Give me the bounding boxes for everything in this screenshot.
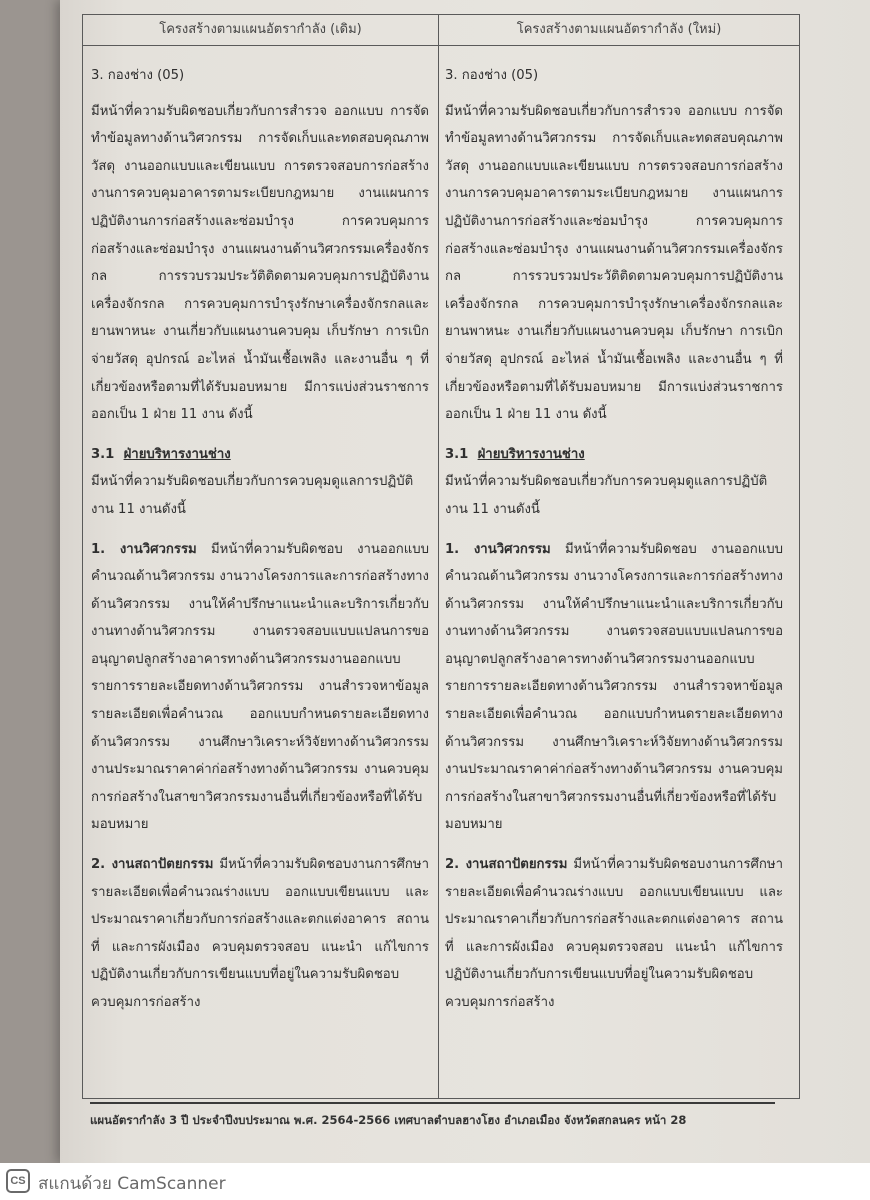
header-old-structure: โครงสร้างตามแผนอัตรากำลัง (เดิม)	[159, 22, 362, 37]
subsection-description: มีหน้าที่ความรับผิดชอบเกี่ยวกับการควบคุมดูแลการปฏิบัติงาน 11 งานดังนี้	[91, 474, 414, 517]
item-title: 1. งานวิศวกรรม	[91, 541, 197, 557]
item-architecture	[91, 851, 429, 1017]
subsection-title	[445, 441, 783, 469]
new-structure-column	[445, 62, 783, 1017]
item-engineering	[91, 536, 429, 840]
section-title: 3. กองช่าง (05)	[445, 68, 539, 83]
subsection-description: มีหน้าที่ความรับผิดชอบเกี่ยวกับการควบคุมดูแลการปฏิบัติงาน 11 งานดังนี้	[445, 474, 768, 517]
item-architecture	[445, 851, 783, 1017]
camscanner-logo-icon: CS	[6, 1169, 30, 1193]
subsection-name: ฝ่ายบริหารงานช่าง	[477, 446, 585, 462]
section-intro: มีหน้าที่ความรับผิดชอบเกี่ยวกับการสำรวจ ออกแบบ การจัดทำข้อมูลทางด้านวิศวกรรม การจัดเก็บและทดสอบคุณภาพวัสดุ งานออกแบบและเขียนแบบ การตรวจสอบการก่อสร้าง งานการควบคุมอาคารตามระเบียบกฎหมาย งานแผนการปฏิบัติงานการก่อสร้างและซ่อมบำรุง การควบคุมการก่อสร้างและซ่อมบำรุง งานแผนงานด้านวิศวกรรมเครื่องจักรกล การรวบรวมประวัติติดตามควบคุมการปฏิบัติงานเครื่องจักรกล การควบคุมการบำรุงรักษาเครื่องจักรกลและยานพาหนะ งานเกี่ยวกับแผนงานควบคุม เก็บรักษา การเบิกจ่ายวัสดุ อุปกรณ์ อะไหล่ น้ำมันเชื้อเพลิง และงานอื่น ๆ ที่เกี่ยวข้องหรือตามที่ได้รับมอบหมาย มีการแบ่งส่วนราชการออกเป็น 1 ฝ่าย 11 งาน ดังนี้	[91, 103, 429, 423]
item-title: 1. งานวิศวกรรม	[445, 541, 551, 557]
item-title: 2. งานสถาปัตยกรรม	[91, 857, 214, 873]
section-title: 3. กองช่าง (05)	[91, 68, 185, 83]
old-structure-column	[91, 62, 429, 1017]
scanner-watermark-bar	[0, 1163, 870, 1200]
watermark-text: สแกนด้วย CamScanner	[38, 1174, 226, 1194]
item-text: มีหน้าที่ความรับผิดชอบงานการศึกษารายละเอียดเพื่อคำนวณร่างแบบ ออกแบบเขียนแบบ และประมาณราคาเกี่ยวกับการก่อสร้างและตกแต่งอาคาร สถานที่ และการผังเมือง ควบคุมตรวจสอบ แนะนำ แก้ไขการปฏิบัติงานเกี่ยวกับการเขียนแบบที่อยู่ในความรับผิดชอบควบคุมการก่อสร้าง	[445, 857, 783, 1010]
item-title: 2. งานสถาปัตยกรรม	[445, 857, 568, 873]
table-header-row	[83, 14, 799, 46]
subsection-number: 3.1	[445, 446, 469, 462]
section-intro: มีหน้าที่ความรับผิดชอบเกี่ยวกับการสำรวจ ออกแบบ การจัดทำข้อมูลทางด้านวิศวกรรม การจัดเก็บและทดสอบคุณภาพวัสดุ งานออกแบบและเขียนแบบ การตรวจสอบการก่อสร้าง งานการควบคุมอาคารตามระเบียบกฎหมาย งานแผนการปฏิบัติงานการก่อสร้างและซ่อมบำรุง การควบคุมการก่อสร้างและซ่อมบำรุง งานแผนงานด้านวิศวกรรมเครื่องจักรกล การรวบรวมประวัติติดตามควบคุมการปฏิบัติงานเครื่องจักรกล การควบคุมการบำรุงรักษาเครื่องจักรกลและยานพาหนะ งานเกี่ยวกับแผนงานควบคุม เก็บรักษา การเบิกจ่ายวัสดุ อุปกรณ์ อะไหล่ น้ำมันเชื้อเพลิง และงานอื่น ๆ ที่เกี่ยวข้องหรือตามที่ได้รับมอบหมาย มีการแบ่งส่วนราชการออกเป็น 1 ฝ่าย 11 งาน ดังนี้	[445, 103, 783, 423]
item-engineering	[445, 536, 783, 840]
item-text: มีหน้าที่ความรับผิดชอบงานการศึกษารายละเอียดเพื่อคำนวณร่างแบบ ออกแบบเขียนแบบ และประมาณราคาเกี่ยวกับการก่อสร้างและตกแต่งอาคาร สถานที่ และการผังเมือง ควบคุมตรวจสอบ แนะนำ แก้ไขการปฏิบัติงานเกี่ยวกับการเขียนแบบที่อยู่ในความรับผิดชอบควบคุมการก่อสร้าง	[91, 857, 429, 1010]
column-divider	[438, 14, 439, 1098]
comparison-table	[82, 14, 800, 1099]
subsection-name: ฝ่ายบริหารงานช่าง	[123, 446, 231, 462]
item-text: มีหน้าที่ความรับผิดชอบ งานออกแบบคำนวณด้านวิศวกรรม งานวางโครงการและการก่อสร้างทางด้านวิศวกรรม งานให้คำปรึกษาแนะนำและบริการเกี่ยวกับงานทางด้านวิศวกรรม งานตรวจสอบแบบแปลนการขออนุญาตปลูกสร้างอาคารทางด้านวิศวกรรมงานออกแบบรายการรายละเอียดทางด้านวิศวกรรม งานสำรวจหาข้อมูลรายละเอียดเพื่อคำนวณ ออกแบบกำหนดรายละเอียดทางด้านวิศวกรรม งานศึกษาวิเคราะห์วิจัยทางด้านวิศวกรรม งานประมาณราคาค่าก่อสร้างทางด้านวิศวกรรม งานควบคุมการก่อสร้างในสาขาวิศวกรรมงานอื่นที่เกี่ยวข้องหรือที่ได้รับมอบหมาย	[91, 541, 429, 833]
header-new-structure: โครงสร้างตามแผนอัตรากำลัง (ใหม่)	[516, 22, 722, 37]
subsection-number: 3.1	[91, 446, 115, 462]
page-footer: แผนอัตรากำลัง 3 ปี ประจำปีงบประมาณ พ.ศ. 2564-2566 เทศบาลตำบลฮางโฮง อำเภอเมือง จังหวัดสกลนคร หน้า 28	[90, 1113, 687, 1127]
subsection-title	[91, 441, 429, 469]
item-text: มีหน้าที่ความรับผิดชอบ งานออกแบบคำนวณด้านวิศวกรรม งานวางโครงการและการก่อสร้างทางด้านวิศวกรรม งานให้คำปรึกษาแนะนำและบริการเกี่ยวกับงานทางด้านวิศวกรรม งานตรวจสอบแบบแปลนการขออนุญาตปลูกสร้างอาคารทางด้านวิศวกรรมงานออกแบบรายการรายละเอียดทางด้านวิศวกรรม งานสำรวจหาข้อมูลรายละเอียดเพื่อคำนวณ ออกแบบกำหนดรายละเอียดทางด้านวิศวกรรม งานศึกษาวิเคราะห์วิจัยทางด้านวิศวกรรม งานประมาณราคาค่าก่อสร้างทางด้านวิศวกรรม งานควบคุมการก่อสร้างในสาขาวิศวกรรมงานอื่นที่เกี่ยวข้องหรือที่ได้รับมอบหมาย	[445, 541, 783, 833]
footer-divider	[90, 1102, 775, 1104]
